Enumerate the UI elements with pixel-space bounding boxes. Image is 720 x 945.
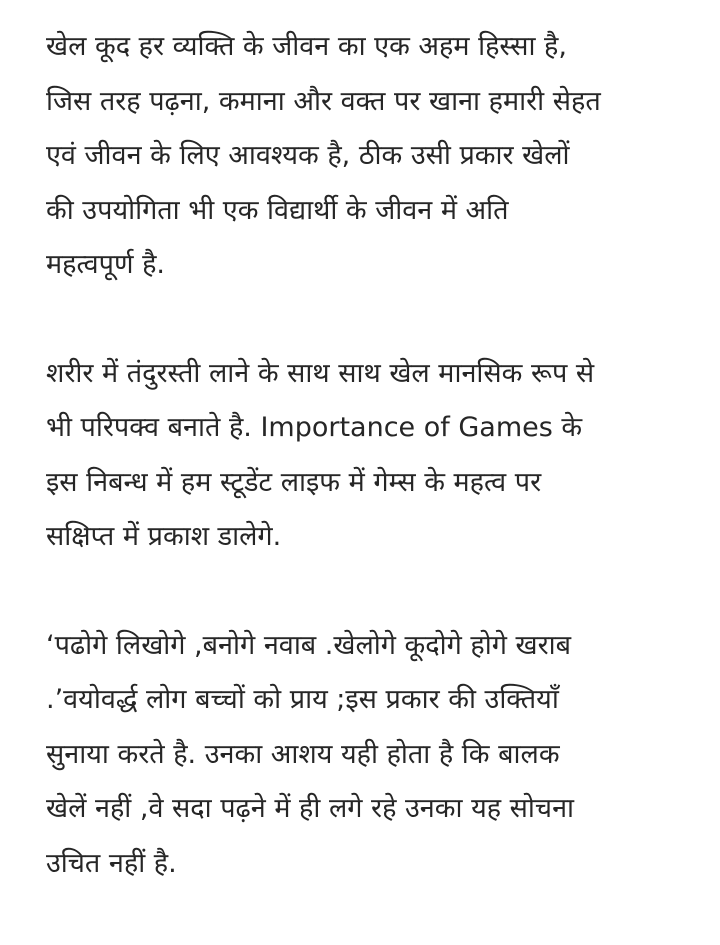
text-line: सुनाया करते है. उनका आशय यही होता है कि बालक <box>46 738 560 770</box>
text-line: की उपयोगिता भी एक विद्यार्थी के जीवन में अति <box>46 194 509 226</box>
text-line: .’वयोवर्द्ध लोग बच्चों को प्राय ;इस प्रकार की उक्तियाँ <box>46 684 559 715</box>
text-line: शरीर में तंदुरस्ती लाने के साथ साथ खेल मानसिक रूप से <box>46 357 595 389</box>
text-line: सक्षिप्त में प्रकाश डालेगे. <box>46 521 282 552</box>
text-line: खेल कूद हर व्यक्ति के जीवन का एक अहम हिस्सा है, <box>46 31 567 62</box>
paragraph-3 <box>46 619 686 892</box>
text-line: एवं जीवन के लिए आवश्यक है, ठीक उसी प्रकार खेलों <box>46 140 570 171</box>
article-body <box>46 20 686 945</box>
text-line: महत्वपूर्ण है. <box>46 249 166 280</box>
text-line: उचित नहीं है. <box>46 847 177 879</box>
paragraph-2 <box>46 347 686 565</box>
text-line: खेलें नहीं ,वे सदा पढ़ने में ही लगे रहे उनका यह सोचना <box>46 793 575 824</box>
paragraph-1 <box>46 20 686 293</box>
text-line: इस निबन्ध में हम स्टूडेंट लाइफ में गेम्स के महत्व पर <box>46 466 542 498</box>
text-line: भी परिपक्व बनाते है. Importance of Games के <box>46 412 583 443</box>
text-line: ‘पढोगे लिखोगे ,बनोगे नवाब .खेलोगे कूदोगे होगे खराब <box>46 629 572 661</box>
text-line: जिस तरह पढ़ना, कमाना और वक्त पर खाना हमारी सेहत <box>46 85 601 117</box>
